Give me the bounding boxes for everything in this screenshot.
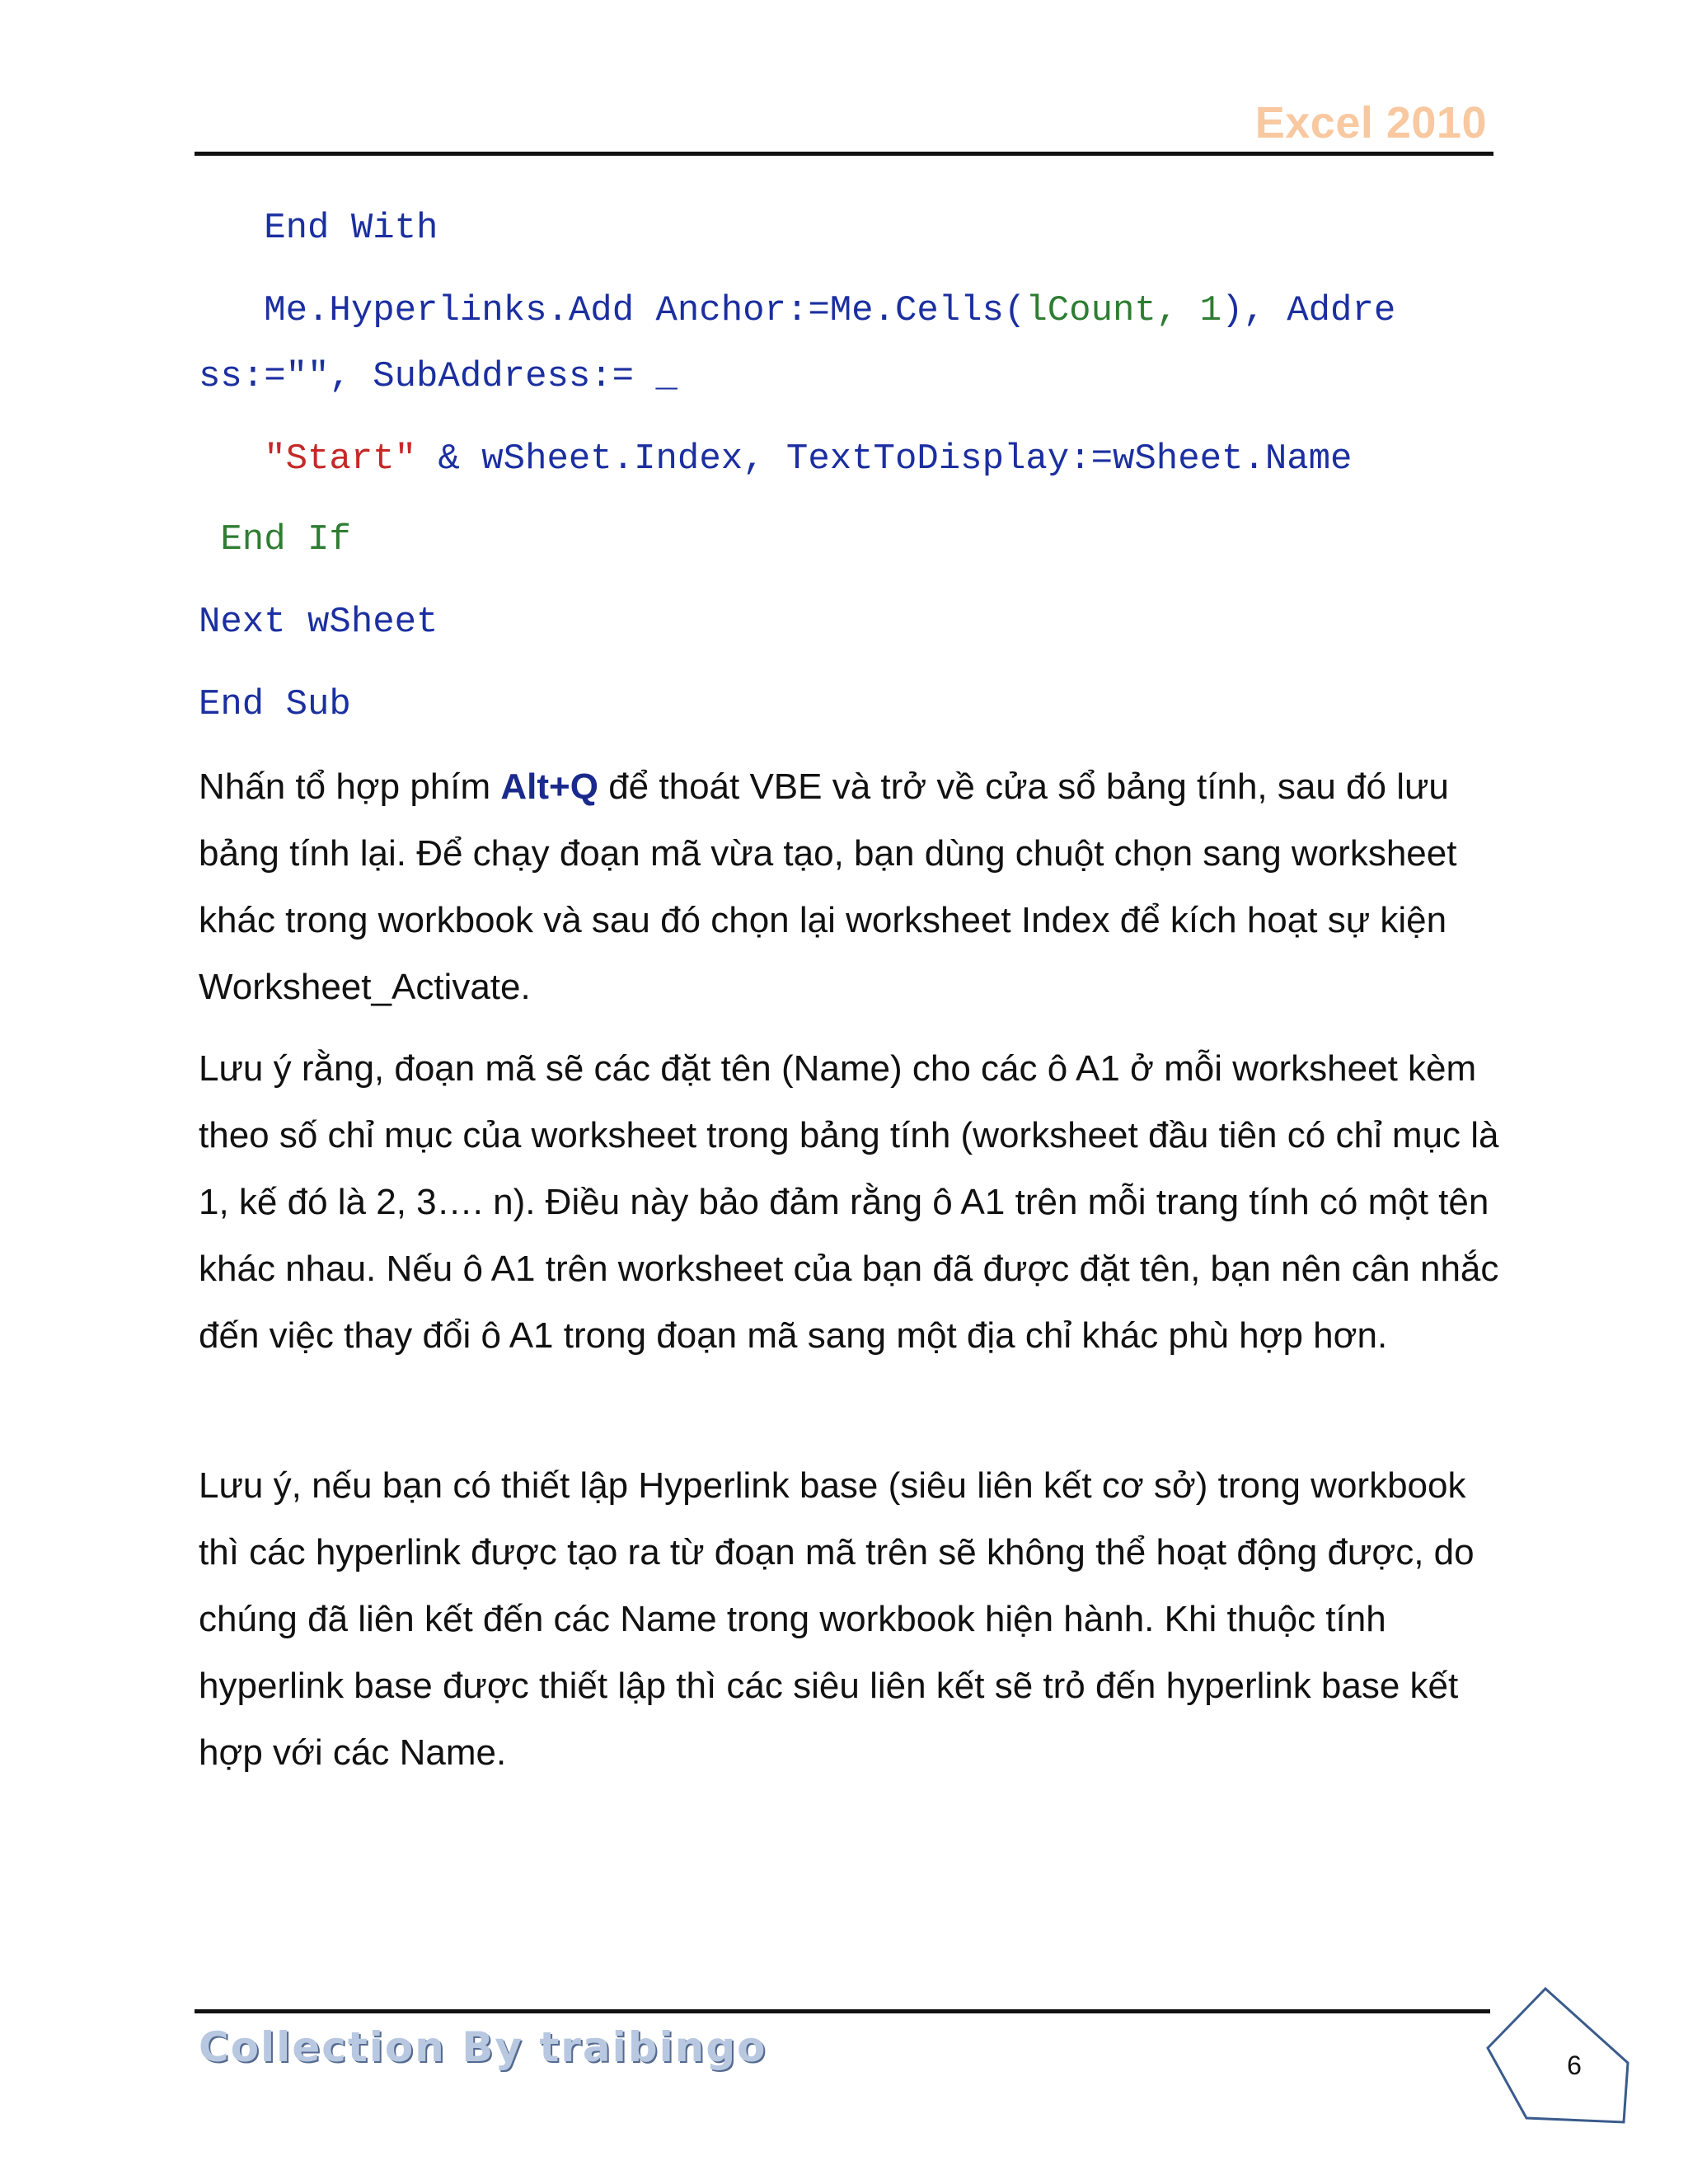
- paragraph-2: Lưu ý rằng, đoạn mã sẽ các đặt tên (Name) cho các ô A1 ở mỗi worksheet kèm theo số chỉ mục của worksheet trong bảng tính (worksheet đầu tiên có chỉ mục là 1, kế đó là 2, 3…. n). Điều này bảo đảm rằng ô A1 trên mỗi trang tính có một tên khác nhau. Nếu ô A1 trên worksheet của bạn đã được đặt tên, bạn nên cân nhắc đến việc thay đổi ô A1 trong đoạn mã sang một địa chỉ khác phù hợp hơn.: [199, 1048, 1499, 1356]
- code-text: End With: [264, 208, 438, 249]
- code-line-next: [199, 600, 1509, 644]
- code-line-end-sub: [199, 682, 1509, 727]
- code-line-subaddress: [199, 354, 1509, 399]
- code-line-end-with: [199, 206, 1509, 251]
- code-text: Me.Hyperlinks.Add Anchor:=Me.Cells(: [264, 290, 1026, 331]
- code-args: lCount, 1: [1025, 290, 1222, 331]
- code-line-end-if: [199, 518, 1509, 562]
- code-text: & wSheet.Index, TextToDisplay:=wSheet.Name: [416, 438, 1353, 480]
- shortcut-key: Alt+Q: [500, 766, 598, 807]
- code-line-start: [199, 437, 1509, 481]
- code-text: End If: [220, 519, 351, 560]
- paragraph-text: Nhấn tổ hợp phím: [199, 766, 501, 807]
- header-rule: [195, 152, 1493, 156]
- header-title: Excel 2010: [1254, 98, 1487, 148]
- code-string: "Start": [264, 438, 417, 480]
- code-text: ), Addre: [1221, 290, 1396, 331]
- footer-rule: [195, 2009, 1490, 2013]
- code-text: ss:="", SubAddress:= _: [199, 356, 678, 397]
- paragraph-text: để thoát VBE và trở về cửa sổ bảng tính, sau đó lưu bảng tính lại. Để chạy đoạn mã vừa tạo, bạn dùng chuột chọn sang worksheet khác trong workbook và sau đó chọn lại worksheet Index để kích hoạt sự kiện Worksheet_Activate.: [199, 766, 1457, 1007]
- code-line-hyperlinks-add: [199, 288, 1509, 333]
- paragraph-1: [199, 753, 1501, 1020]
- code-text: Next wSheet: [199, 602, 438, 643]
- code-text: End Sub: [199, 684, 351, 725]
- paragraph-3: Lưu ý, nếu bạn có thiết lập Hyperlink base (siêu liên kết cơ sở) trong workbook thì các hyperlink được tạo ra từ đoạn mã trên sẽ không thể hoạt động được, do chúng đã liên kết đến các Name trong workbook hiện hành. Khi thuộc tính hyperlink base được thiết lập thì các siêu liên kết sẽ trỏ đến hyperlink base kết hợp với các Name.: [199, 1465, 1475, 1773]
- page-number: 6: [1567, 2050, 1582, 2080]
- footer-brand: Collection By traibingo: [199, 2023, 767, 2071]
